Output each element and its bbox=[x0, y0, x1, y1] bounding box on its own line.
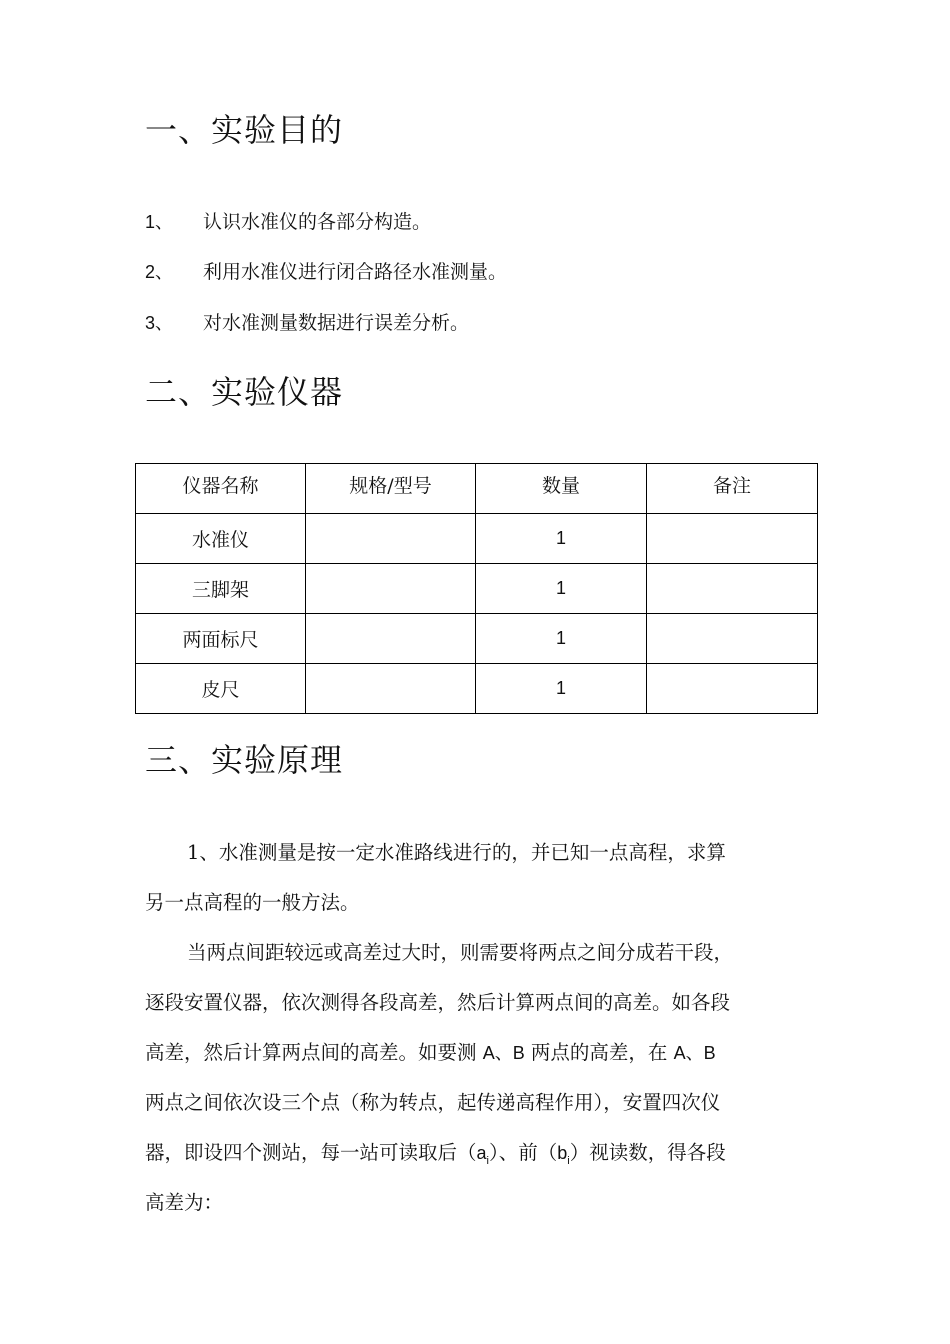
instruments-table bbox=[135, 463, 818, 714]
table-cell-quantity: 1 bbox=[476, 564, 647, 614]
paragraph-line: 另一点高程的一般方法。 bbox=[145, 891, 360, 914]
table-cell-name: 水准仪 bbox=[136, 514, 306, 564]
table-cell-quantity: 1 bbox=[476, 614, 647, 664]
point-label: A、B bbox=[482, 1043, 525, 1063]
section-heading-purpose: 一、实验目的 bbox=[145, 111, 344, 149]
table-cell-spec bbox=[306, 514, 476, 564]
section-heading-instruments: 二、实验仪器 bbox=[145, 373, 344, 411]
variable-b: b bbox=[557, 1143, 568, 1163]
table-cell-quantity: 1 bbox=[476, 664, 647, 714]
paragraph-line: 高差，然后计算两点间的高差。如要测 A、B 两点的高差，在 A、B bbox=[145, 1041, 716, 1064]
subscript-i: i bbox=[567, 1154, 570, 1167]
list-item-number: 3、 bbox=[145, 313, 174, 333]
table-header-cell: 数量 bbox=[476, 464, 647, 514]
list-item-text: 利用水准仪进行闭合路径水准测量。 bbox=[203, 261, 508, 283]
variable-a: a bbox=[476, 1143, 487, 1163]
paragraph-line: 当两点间距较远或高差过大时，则需要将两点之间分成若干段， bbox=[187, 941, 734, 964]
principle-paragraph-1 bbox=[145, 828, 810, 928]
subscript-i: i bbox=[486, 1154, 489, 1167]
table-row bbox=[136, 564, 818, 614]
table-cell-note bbox=[647, 664, 818, 714]
list-item-text: 对水准测量数据进行误差分析。 bbox=[203, 312, 470, 334]
paragraph-line: 高差为： bbox=[145, 1191, 224, 1214]
table-header-cell: 仪器名称 bbox=[136, 464, 306, 514]
table-cell-note bbox=[647, 614, 818, 664]
section-heading-principle: 三、实验原理 bbox=[145, 741, 344, 779]
paragraph-line: 逐段安置仪器，依次测得各段高差，然后计算两点间的高差。如各段 bbox=[145, 991, 731, 1014]
paragraph-line: 1、水准测量是按一定水准路线进行的，并已知一点高程，求算 bbox=[187, 841, 726, 864]
table-cell-note bbox=[647, 564, 818, 614]
table-cell-quantity: 1 bbox=[476, 514, 647, 564]
table-cell-spec bbox=[306, 614, 476, 664]
paragraph-line: 器，即设四个测站，每一站可读取后$(a_i)$、前$(b_i)$视读数，得各段 bbox=[145, 1141, 726, 1167]
point-label: A、B bbox=[673, 1043, 716, 1063]
table-row bbox=[136, 514, 818, 564]
table-cell-name: 两面标尺 bbox=[136, 614, 306, 664]
table-cell-name: 皮尺 bbox=[136, 664, 306, 714]
principle-paragraph-2 bbox=[145, 928, 810, 1228]
table-row bbox=[136, 614, 818, 664]
paragraph-line: 两点之间依次设三个点（称为转点，起传递高程作用），安置四次仪 bbox=[145, 1091, 721, 1114]
list-item bbox=[145, 258, 507, 286]
list-item bbox=[145, 208, 431, 236]
table-header-row bbox=[136, 464, 818, 514]
list-item-number: 1、 bbox=[145, 212, 174, 232]
table-cell-spec bbox=[306, 664, 476, 714]
list-item-number: 2、 bbox=[145, 262, 174, 282]
table-cell-name: 三脚架 bbox=[136, 564, 306, 614]
list-item bbox=[145, 309, 469, 337]
list-item-text: 认识水准仪的各部分构造。 bbox=[203, 211, 432, 233]
table-row bbox=[136, 664, 818, 714]
table-header-cell: 规格/型号 bbox=[306, 464, 476, 514]
table-cell-note bbox=[647, 514, 818, 564]
table-header-cell: 备注 bbox=[647, 464, 818, 514]
table-cell-spec bbox=[306, 564, 476, 614]
